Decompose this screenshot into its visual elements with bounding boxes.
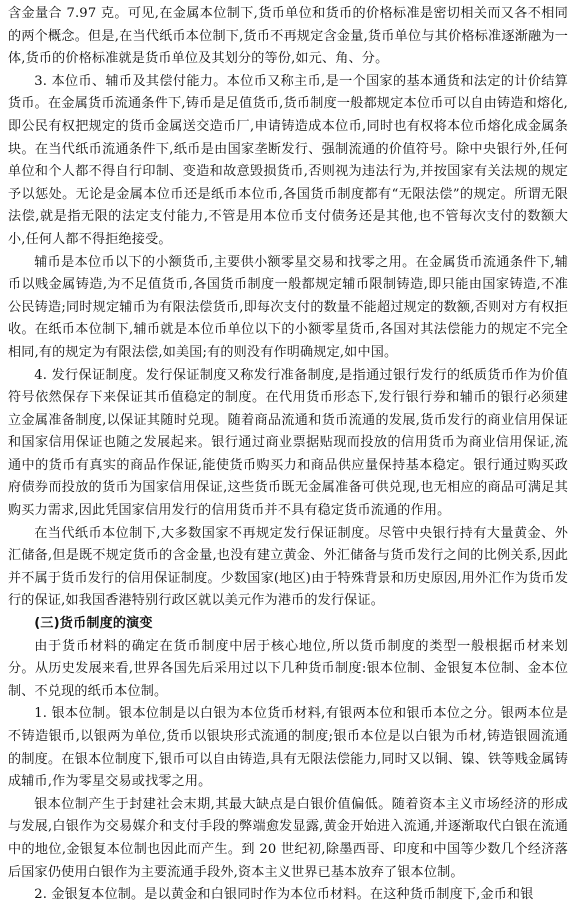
section-heading: (三)货币制度的演变 [34, 616, 153, 632]
body-paragraph-1: 含金量合 7.97 克。可见,在金属本位制下,货币单位和货币的价格标准是密切相关而又各不相同的两个概念。但是,在当代纸币本位制下,货币不再规定含金量,货币单位与其价格标准逐渐融为一体,货币的价格标准就是货币单位及其划分的等份,如元、角、分。 [8, 6, 568, 67]
body-paragraph-9: 2. 金银复本位制。是以黄金和白银同时作为本位币材料。在这种货币制度下,金币和银 [34, 887, 534, 903]
body-paragraph-5: 在当代纸币本位制下,大多数国家不再规定发行保证制度。尽管中央银行持有大量黄金、外汇储备,但是既不规定货币的含金量,也没有建立黄金、外汇储备与货币发行之间的比例关系,因此并不属于货币发行的信用保证制度。少数国家(地区)由于特殊背景和历史原因,用外汇作为货币发行的保证,如我国香港特别行政区就以美元作为港币的发行保证。 [8, 525, 568, 609]
body-paragraph-2: 3. 本位币、辅币及其偿付能力。本位币又称主币,是一个国家的基本通货和法定的计价结算货币。在金属货币流通条件下,铸币是足值货币,货币制度一般都规定本位币可以自由铸造和熔化,即公民有权把规定的货币金属送交造币厂,申请铸造成本位币,同时也有权将本位币熔化成金属条块。在当代纸币流通条件下,纸币是由国家垄断发行、强制流通的价值符号。除中央银行外,任何单位和个人都不得自行印制、变造和故意毁损货币,否则视为违法行为,并按国家有关法规的规定予以惩处。无论是金属本位币还是纸币本位币,各国货币制度都有“无限法偿”的规定。所谓无限法偿,就是指无限的法定支付能力,不管是用本位币支付债务还是其他,也不管每次支付的数额大小,任何人都不得拒绝接受。 [8, 73, 568, 247]
body-paragraph-6: 由于货币材料的确定在货币制度中居于核心地位,所以货币制度的类型一般根据币材来划分。从历史发展来看,世界各国先后采用过以下几种货币制度:银本位制、金银复本位制、金本位制、不兑现的纸币本位制。 [8, 638, 568, 699]
body-paragraph-7: 1. 银本位制。银本位制是以白银为本位货币材料,有银两本位和银币本位之分。银两本位是不铸造银币,以银两为单位,货币以银块形式流通的制度;银币本位是以白银为币材,铸造银圆流通的制度。在银本位制度下,银币可以自由铸造,具有无限法偿能力,同时又以铜、镍、铁等贱金属铸成辅币,作为零星交易或找零之用。 [8, 706, 568, 790]
body-paragraph-3: 辅币是本位币以下的小额货币,主要供小额零星交易和找零之用。在金属货币流通条件下,辅币以贱金属铸造,为不足值货币,各国货币制度一般都规定辅币限制铸造,即只能由国家铸造,不准公民铸造;同时规定辅币为有限法偿货币,即每次支付的数量不能超过规定的数额,否则对方有权拒收。在纸币本位制下,辅币就是本位币单位以下的小额零星货币,各国对其法偿能力的规定不完全相同,有的规定为有限法偿,如美国;有的则没有作明确规定,如中国。 [8, 254, 568, 360]
body-paragraph-4: 4. 发行保证制度。发行保证制度又称发行准备制度,是指通过银行发行的纸质货币作为价值符号依然保存下来保证其币值稳定的制度。在代用货币形态下,发行银行券和辅币的银行必须建立金属准备制度,以保证其随时兑现。随着商品流通和货币流通的发展,货币发行的商业信用保证和国家信用保证也随之发展起来。银行通过商业票据贴现而投放的信用货币为商业信用保证,流通中的货币有真实的商品作保证,能使货币购买力和商品供应量保持基本稳定。银行通过购买政府债券而投放的货币为国家信用保证,这些货币既无金属准备可供兑现,也无相应的商品可满足其购买力需求,因此凭国家信用发行的信用货币并不具有稳定货币流通的作用。 [8, 367, 568, 519]
body-paragraph-8: 银本位制产生于封建社会末期,其最大缺点是白银价值偏低。随着资本主义市场经济的形成与发展,白银作为交易媒介和支付手段的弊端愈发显露,黄金开始进入流通,并逐渐取代白银在流通中的地位,金银复本位制也因此而产生。到 20 世纪初,除墨西哥、印度和中国等少数几个经济落后国家仍使用白银作为主要流通手段外,资本主义世界已基本放弃了银本位制。 [8, 796, 568, 880]
